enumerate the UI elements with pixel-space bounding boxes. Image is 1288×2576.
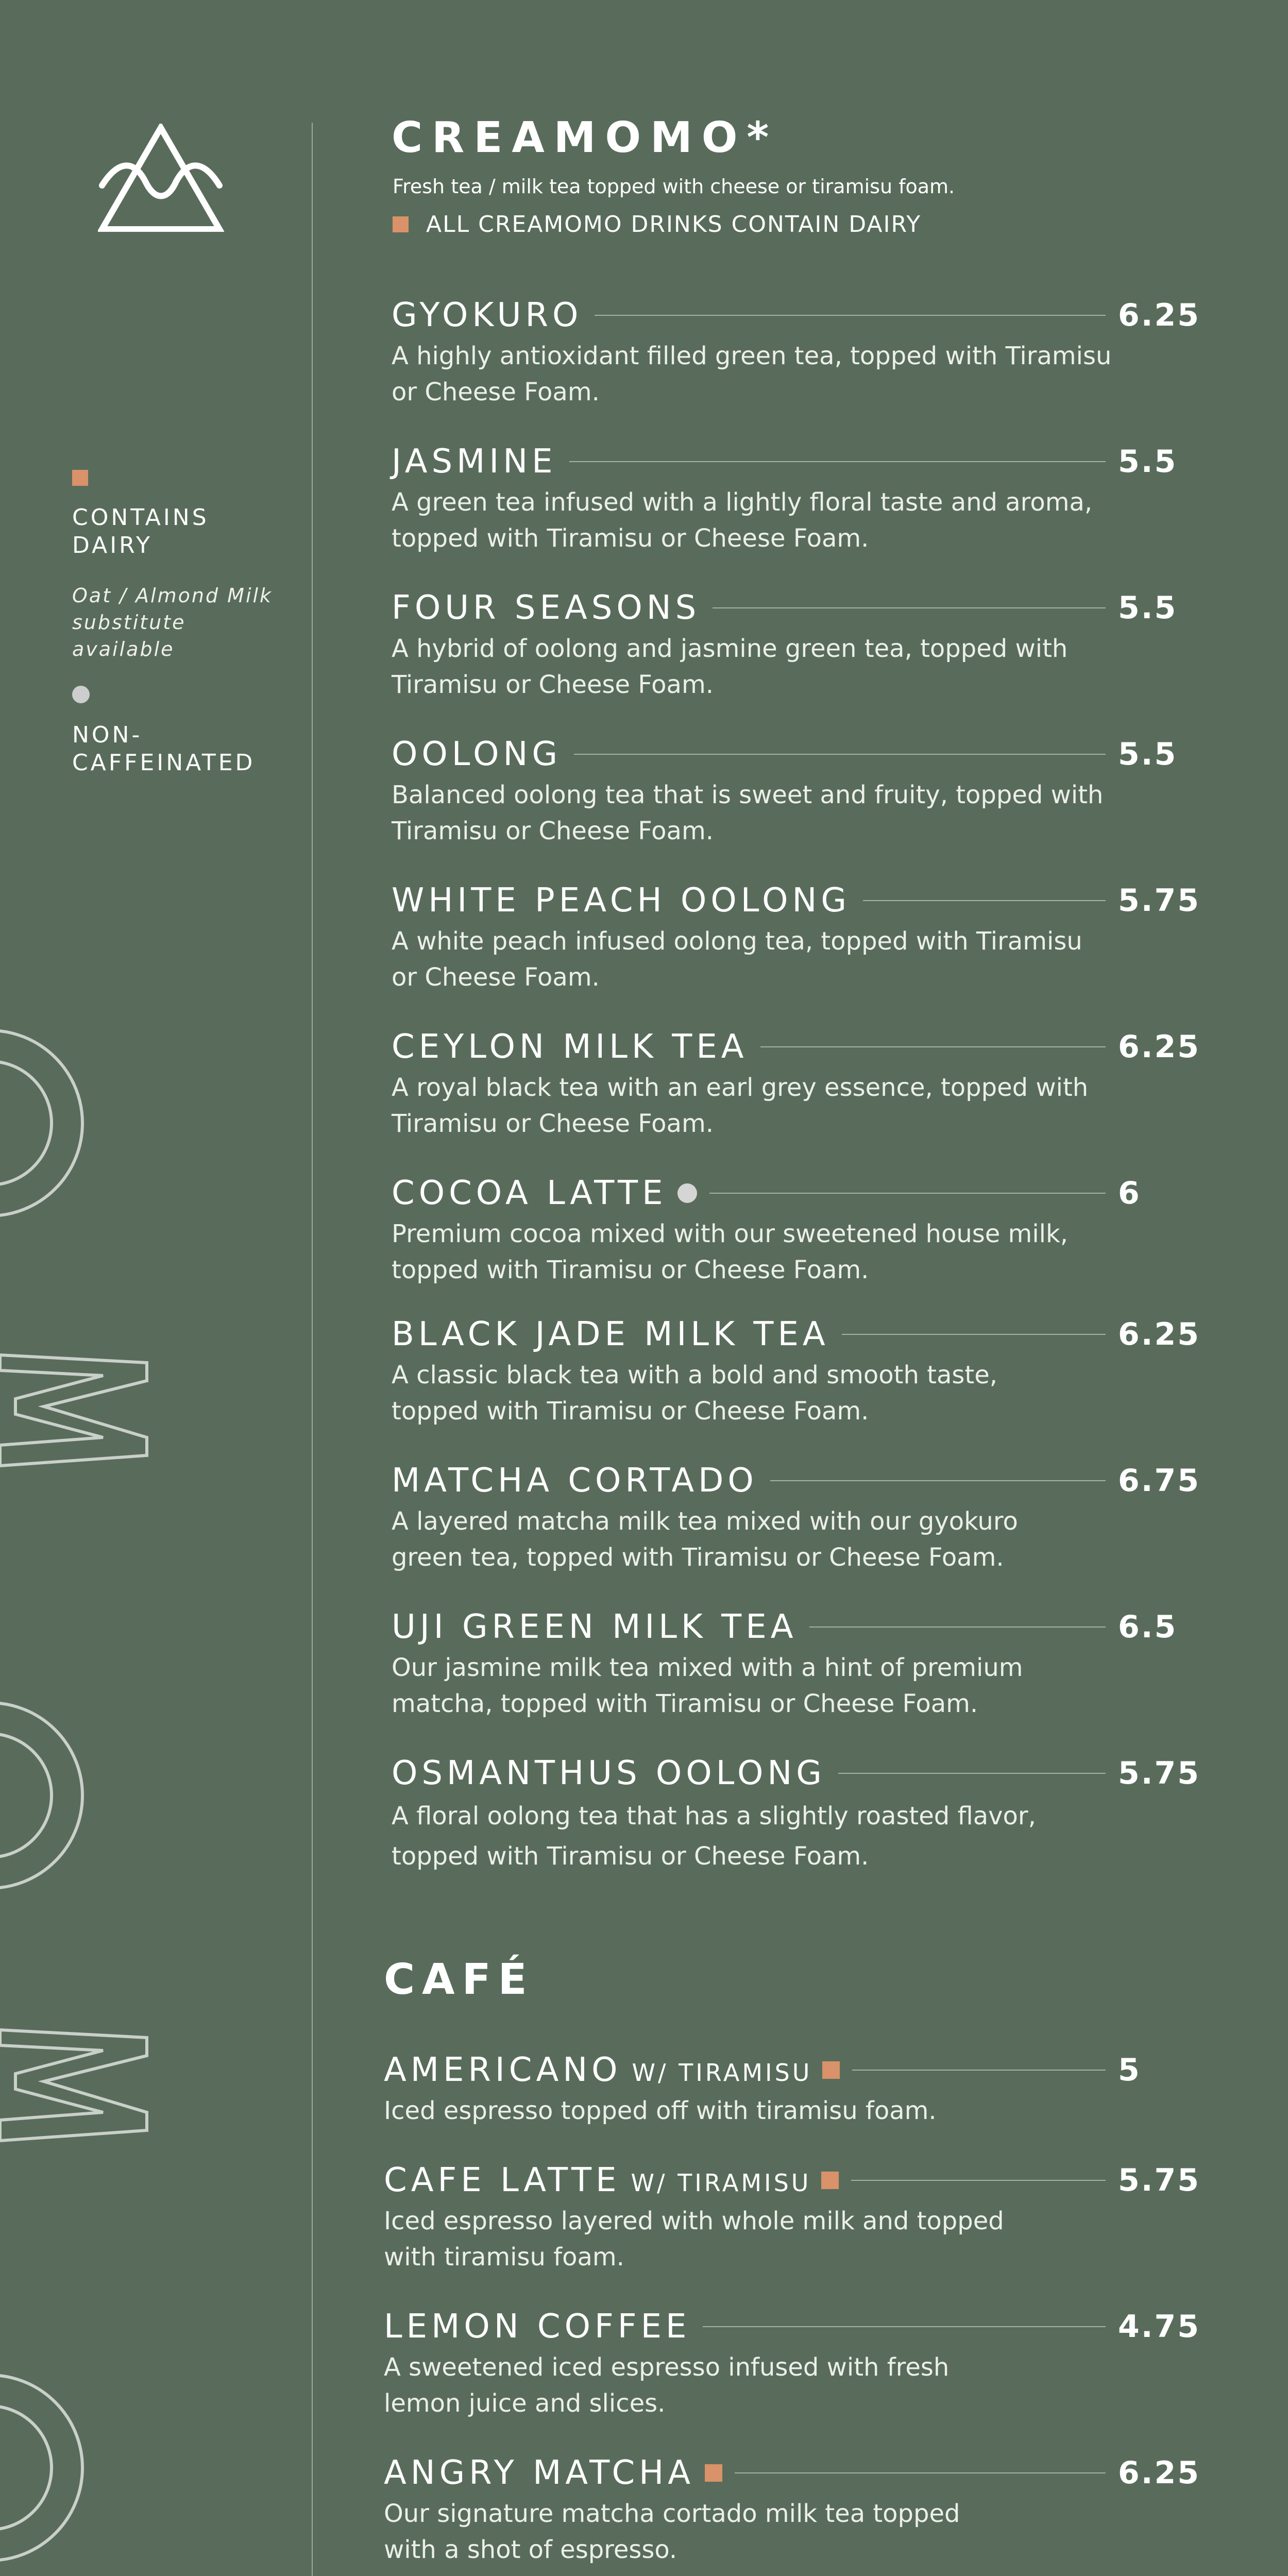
description-line: with a shot of espresso.	[384, 2535, 677, 2564]
menu-item	[392, 587, 1195, 703]
leader-line	[595, 315, 1106, 316]
item-description	[384, 2496, 1115, 2568]
menu-item	[384, 2452, 1201, 2568]
leader-line	[838, 1773, 1106, 1774]
non-caffeinated-marker-icon	[72, 686, 90, 703]
non-caffeinated-marker-icon	[677, 1183, 697, 1203]
description-line: topped with Tiramisu or Cheese Foam.	[392, 1256, 869, 1284]
menu-item	[392, 295, 1201, 410]
dairy-marker-icon	[821, 2172, 839, 2189]
item-description	[392, 1216, 1123, 1288]
cafe-title: CAFÉ	[384, 1955, 534, 2004]
leader-line	[735, 2472, 1106, 2473]
description-line: A sweetened iced espresso infused with fresh	[384, 2353, 950, 2382]
menu-item	[392, 1026, 1201, 1142]
dairy-marker-icon	[705, 2464, 722, 2482]
item-price: 6	[1118, 1175, 1141, 1211]
description-line: Tiramisu or Cheese Foam.	[392, 670, 714, 699]
description-line: topped with Tiramisu or Cheese Foam.	[392, 1842, 869, 1871]
description-line: Balanced oolong tea that is sweet and fruity, topped with	[392, 781, 1104, 809]
menu-item	[384, 2306, 1201, 2421]
leader-line	[809, 1626, 1106, 1628]
item-price: 5.75	[1118, 2162, 1201, 2198]
dairy-notice	[393, 211, 921, 238]
item-price: 5.75	[1118, 883, 1201, 919]
leader-line	[852, 2070, 1106, 2071]
note-line: Oat / Almond Milk	[72, 584, 273, 607]
item-name: ANGRY MATCHA	[384, 2454, 695, 2492]
leader-line	[713, 607, 1106, 608]
item-price: 5.5	[1118, 736, 1178, 772]
leader-line	[703, 2326, 1106, 2327]
creamomo-subtitle: Fresh tea / milk tea topped with cheese or tiramisu foam.	[393, 175, 955, 198]
item-description	[392, 1357, 1123, 1429]
item-description	[392, 1503, 1123, 1575]
description-line: Tiramisu or Cheese Foam.	[392, 1109, 714, 1138]
description-line: Our signature matcha cortado milk tea topped	[384, 2499, 960, 2528]
item-description	[392, 923, 1123, 995]
description-line: Premium cocoa mixed with our sweetened house milk,	[392, 1219, 1069, 1248]
item-price: 4.75	[1118, 2309, 1201, 2345]
item-description	[384, 2203, 1115, 2275]
item-name	[384, 2051, 812, 2089]
description-line: A green tea infused with a lightly floral taste and aroma,	[392, 488, 1093, 517]
item-name: CEYLON MILK TEA	[392, 1028, 748, 1066]
description-line: Iced espresso layered with whole milk and topped	[384, 2207, 1004, 2235]
item-name	[384, 2161, 811, 2199]
description-line: A hybrid of oolong and jasmine green tea, topped with	[392, 634, 1068, 663]
legend-dairy-label: DAIRY	[72, 532, 152, 558]
legend-non-caffeinated-label: CAFFEINATED	[72, 750, 256, 776]
description-line: A classic black tea with a bold and smooth taste,	[392, 1361, 997, 1389]
description-line: Our jasmine milk tea mixed with a hint of premium	[392, 1653, 1023, 1682]
menu-item	[392, 441, 1195, 556]
item-price: 5.5	[1118, 590, 1178, 626]
item-name: MATCHA CORTADO	[392, 1462, 758, 1500]
item-name: OSMANTHUS OOLONG	[392, 1754, 826, 1792]
item-description	[384, 2093, 1115, 2129]
menu-item	[392, 1753, 1201, 1876]
item-price: 5.5	[1118, 444, 1178, 480]
description-line: with tiramisu foam.	[384, 2243, 624, 2272]
description-line: or Cheese Foam.	[392, 378, 600, 406]
item-price: 6.75	[1118, 1463, 1201, 1499]
menu-item	[392, 880, 1201, 995]
description-line: A white peach infused oolong tea, topped with Tiramisu	[392, 927, 1082, 956]
item-description	[392, 1070, 1123, 1142]
item-description	[392, 1796, 1123, 1876]
dairy-notice-text: ALL CREAMOMO DRINKS CONTAIN DAIRY	[426, 211, 922, 238]
item-price: 5	[1118, 2052, 1141, 2088]
note-line: substitute available	[72, 611, 186, 660]
description-line: Iced espresso topped off with tiramisu foam.	[384, 2096, 937, 2125]
item-name: WHITE PEACH OOLONG	[392, 882, 851, 920]
leader-line	[569, 461, 1106, 462]
leader-line	[842, 1334, 1106, 1335]
menu-item	[392, 1314, 1201, 1429]
item-price: 6.25	[1118, 2455, 1201, 2491]
item-price: 5.75	[1118, 1755, 1201, 1791]
description-line: A layered matcha milk tea mixed with our gyokuro	[392, 1507, 1018, 1536]
item-description	[392, 777, 1123, 849]
item-name: BLACK JADE MILK TEA	[392, 1315, 829, 1353]
item-name-suffix: W/ TIRAMISU	[632, 2059, 812, 2087]
item-name-suffix: W/ TIRAMISU	[631, 2169, 811, 2197]
description-line: matcha, topped with Tiramisu or Cheese Foam.	[392, 1689, 978, 1718]
menu-item	[392, 1460, 1201, 1575]
item-description	[392, 484, 1123, 556]
item-name: COCOA LATTE	[392, 1174, 667, 1212]
item-description	[392, 631, 1123, 703]
item-price: 6.5	[1118, 1609, 1178, 1645]
leader-line	[770, 1480, 1106, 1481]
leader-line	[863, 900, 1106, 901]
menu-item	[384, 2049, 1195, 2129]
item-name: GYOKURO	[392, 296, 583, 334]
vertical-divider	[312, 123, 313, 2576]
creamomo-title: CREAMOMO*	[392, 113, 778, 162]
menu-item	[392, 1606, 1195, 1722]
leader-line	[851, 2180, 1106, 2181]
legend-milk-substitute-note	[72, 582, 289, 663]
item-name-text: AMERICANO	[384, 2051, 622, 2089]
dairy-marker-icon	[72, 470, 88, 486]
omomo-watermark	[0, 1025, 160, 2576]
legend-dairy-label: CONTAINS	[72, 504, 209, 531]
item-price: 6.25	[1118, 297, 1201, 333]
item-name: JASMINE	[392, 443, 557, 481]
leader-line	[760, 1046, 1106, 1047]
description-line: A highly antioxidant filled green tea, topped with Tiramisu	[392, 342, 1112, 370]
item-description	[384, 2349, 1115, 2421]
item-description	[392, 1650, 1123, 1722]
description-line: or Cheese Foam.	[392, 963, 600, 992]
item-price: 6.25	[1118, 1029, 1201, 1065]
leader-line	[574, 754, 1106, 755]
dairy-marker-icon	[822, 2061, 840, 2079]
description-line: lemon juice and slices.	[384, 2389, 666, 2418]
item-name-text: CAFE LATTE	[384, 2161, 621, 2199]
item-name: LEMON COFFEE	[384, 2308, 691, 2346]
item-description	[392, 338, 1123, 410]
description-line: A floral oolong tea that has a slightly roasted flavor,	[392, 1802, 1036, 1831]
leader-line	[709, 1193, 1106, 1194]
menu-item	[384, 2160, 1201, 2275]
legend-non-caffeinated-label: NON-	[72, 722, 143, 748]
description-line: green tea, topped with Tiramisu or Cheese Foam.	[392, 1543, 1004, 1572]
item-name: OOLONG	[392, 735, 562, 773]
item-name: UJI GREEN MILK TEA	[392, 1608, 798, 1646]
description-line: topped with Tiramisu or Cheese Foam.	[392, 1397, 869, 1426]
description-line: Tiramisu or Cheese Foam.	[392, 817, 714, 845]
mountain-wave-logo-icon	[98, 124, 224, 232]
item-name: FOUR SEASONS	[392, 589, 701, 627]
dairy-marker-icon	[393, 216, 409, 232]
description-line: topped with Tiramisu or Cheese Foam.	[392, 524, 869, 553]
menu-item	[392, 1173, 1195, 1288]
menu-item	[392, 734, 1195, 849]
item-price: 6.25	[1118, 1316, 1201, 1352]
description-line: A royal black tea with an earl grey essence, topped with	[392, 1073, 1089, 1102]
